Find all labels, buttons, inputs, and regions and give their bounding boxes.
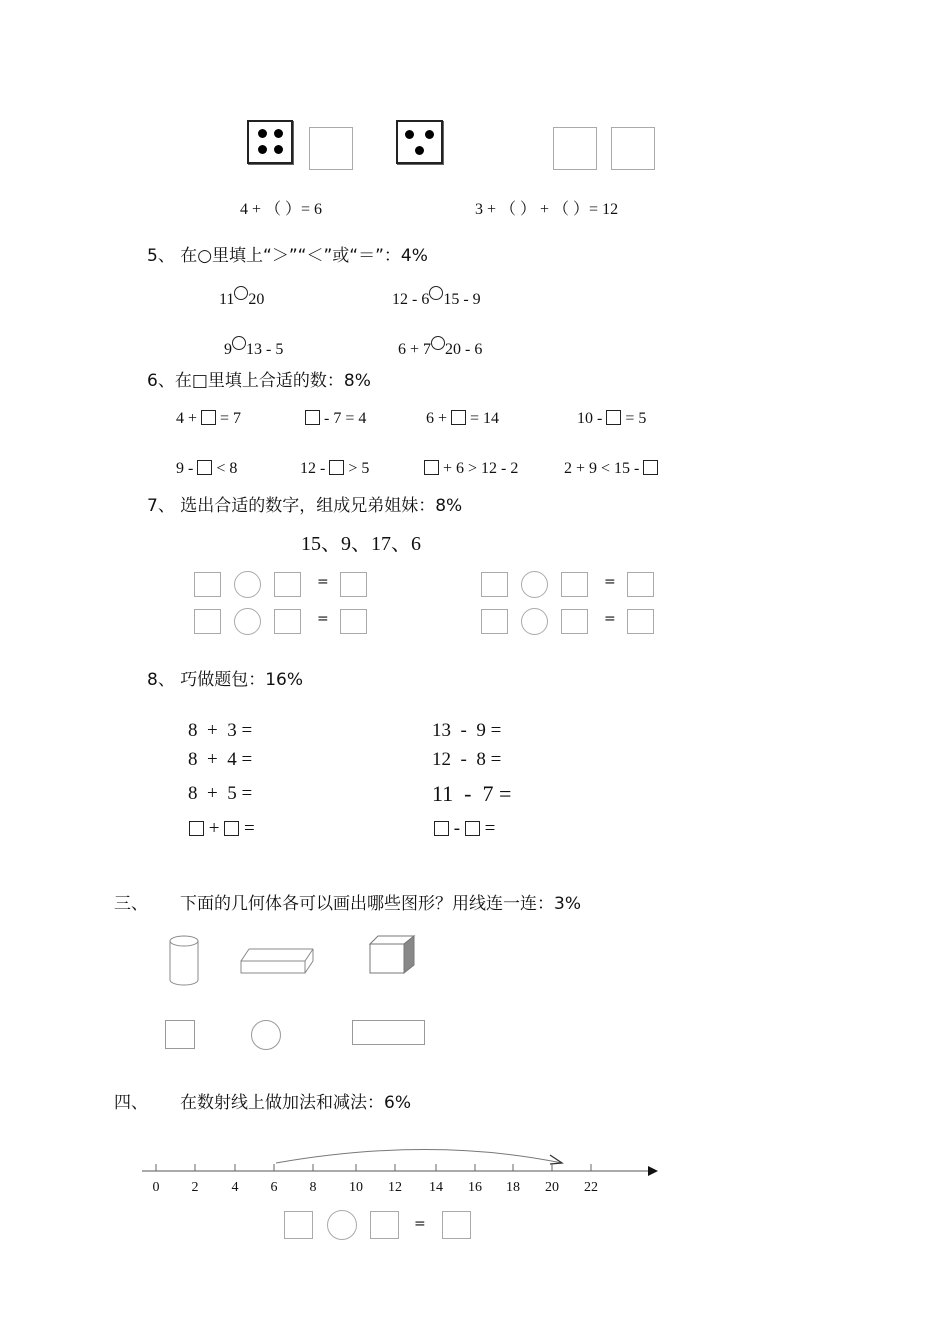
- answer-box[interactable]: [553, 127, 597, 170]
- answer-box[interactable]: [561, 572, 588, 597]
- top-equation-2: 3 + （ ） + （ ）= 12: [475, 201, 619, 218]
- q5-right: 13 - 5: [246, 341, 284, 358]
- answer-square[interactable]: [305, 410, 320, 425]
- q5-left: 11: [219, 291, 235, 308]
- equals-sign: =: [484, 818, 496, 839]
- operator-circle[interactable]: [234, 571, 261, 598]
- square-outline[interactable]: [165, 1020, 195, 1049]
- answer-square[interactable]: [643, 460, 658, 475]
- q5-heading: 5、 在○里填上“＞”“＜”或“＝”：4%: [147, 246, 428, 266]
- dice-dot: [258, 145, 267, 154]
- q6-item: [176, 410, 241, 428]
- answer-box[interactable]: [442, 1211, 471, 1239]
- q8-left-eq: 8 + 4 =: [188, 749, 253, 770]
- q6-pre: 6 +: [426, 410, 448, 427]
- q7-heading: 7、 选出合适的数字，组成兄弟姐妹：8%: [147, 496, 463, 516]
- compare-circle[interactable]: [232, 336, 246, 350]
- answer-square[interactable]: [424, 460, 439, 475]
- cuboid-shape[interactable]: [241, 949, 313, 973]
- answer-square[interactable]: [606, 410, 621, 425]
- q5-right: 20: [248, 291, 265, 308]
- number-line-label: 16: [468, 1180, 482, 1195]
- number-line-label: 20: [545, 1180, 559, 1195]
- q6-heading: 6、在□里填上合适的数：8%: [147, 371, 371, 391]
- dice-dot: [415, 146, 424, 155]
- answer-box[interactable]: [340, 609, 367, 634]
- q8-left-last: [189, 818, 255, 840]
- equals-sign: =: [243, 818, 255, 839]
- answer-box[interactable]: [481, 609, 508, 634]
- q5-left: 6 + 7: [398, 341, 432, 358]
- number-line-label: 22: [584, 1180, 598, 1195]
- operator-circle[interactable]: [327, 1210, 357, 1240]
- answer-square[interactable]: [329, 460, 344, 475]
- q8-right-last: [434, 818, 495, 840]
- q5-item: [398, 336, 482, 359]
- answer-square[interactable]: [465, 821, 480, 836]
- solids-illustration: [160, 930, 440, 990]
- q8-left-eq: 8 + 5 =: [188, 783, 253, 804]
- number-line: [130, 1140, 670, 1200]
- q6-item: [300, 460, 369, 478]
- q6-item: [176, 460, 237, 478]
- op-plus: +: [208, 818, 220, 839]
- number-line-label: 4: [231, 1180, 239, 1195]
- equals-sign: =: [604, 574, 616, 590]
- q6-post: + 6 > 12 - 2: [443, 460, 519, 477]
- operator-circle[interactable]: [234, 608, 261, 635]
- top-equation-row: [240, 196, 700, 218]
- equals-sign: =: [604, 611, 616, 627]
- answer-box[interactable]: [370, 1211, 399, 1239]
- answer-square[interactable]: [224, 821, 239, 836]
- section4-heading: 在数射线上做加法和减法：6%: [180, 1093, 411, 1113]
- q8-right-eq: 12 - 8 =: [432, 749, 502, 770]
- cylinder-shape[interactable]: [170, 936, 198, 985]
- q8-left-eq: 8 + 3 =: [188, 720, 253, 741]
- q6-post: = 14: [470, 410, 500, 427]
- answer-square[interactable]: [434, 821, 449, 836]
- top-equation-1: 4 + （ ）= 6: [240, 201, 323, 218]
- dice-dot: [274, 145, 283, 154]
- section4-label: 四、: [114, 1093, 148, 1113]
- operator-circle[interactable]: [521, 608, 548, 635]
- q6-post: = 5: [625, 410, 647, 427]
- answer-box[interactable]: [194, 609, 221, 634]
- dice-dot: [274, 129, 283, 138]
- answer-box[interactable]: [611, 127, 655, 170]
- q8-heading: 8、 巧做题包：16%: [147, 670, 304, 690]
- number-line-label: 0: [152, 1180, 160, 1195]
- number-line-label: 6: [270, 1180, 278, 1195]
- answer-box[interactable]: [274, 609, 301, 634]
- q6-post: < 8: [216, 460, 238, 477]
- q5-item: [392, 286, 481, 309]
- answer-box[interactable]: [627, 572, 654, 597]
- q5-right: 20 - 6: [445, 341, 483, 358]
- op-minus: -: [453, 818, 461, 839]
- q8-right-eq: 13 - 9 =: [432, 720, 502, 741]
- number-line-label: 14: [429, 1180, 443, 1195]
- equals-sign: =: [317, 574, 329, 590]
- number-line-label: 18: [506, 1180, 520, 1195]
- q6-item: [305, 410, 366, 428]
- answer-square[interactable]: [189, 821, 204, 836]
- answer-square[interactable]: [201, 410, 216, 425]
- q6-pre: 2 + 9 < 15 -: [564, 460, 640, 477]
- dice-four: [247, 120, 293, 164]
- q6-pre: 9 -: [176, 460, 194, 477]
- answer-box[interactable]: [340, 572, 367, 597]
- compare-circle[interactable]: [431, 336, 445, 350]
- dice-dot: [405, 130, 414, 139]
- q6-item: [424, 460, 518, 478]
- q6-pre: 12 -: [300, 460, 326, 477]
- dice-dot: [425, 130, 434, 139]
- answer-square[interactable]: [197, 460, 212, 475]
- q5-left: 9: [224, 341, 232, 358]
- answer-box[interactable]: [284, 1211, 313, 1239]
- section3-label: 三、: [114, 894, 148, 914]
- compare-circle[interactable]: [234, 286, 248, 300]
- cube-shape[interactable]: [370, 936, 414, 973]
- q6-item: [577, 410, 646, 428]
- equals-sign: =: [317, 611, 329, 627]
- q6-item: [426, 410, 499, 428]
- q5-item: [224, 336, 283, 359]
- dice-dot: [258, 129, 267, 138]
- q6-post: - 7 = 4: [324, 410, 367, 427]
- q8-right-eq: 11 - 7 =: [432, 781, 512, 806]
- section3-heading: 下面的几何体各可以画出哪些图形？用线连一连：3%: [180, 894, 581, 914]
- q6-item: [564, 460, 658, 478]
- answer-box[interactable]: [274, 572, 301, 597]
- q5-right: 15 - 9: [443, 291, 481, 308]
- q6-pre: 4 +: [176, 410, 198, 427]
- answer-box[interactable]: [561, 609, 588, 634]
- number-line-label: 12: [388, 1180, 402, 1195]
- answer-square[interactable]: [451, 410, 466, 425]
- operator-circle[interactable]: [521, 571, 548, 598]
- number-line-label: 8: [309, 1180, 317, 1195]
- answer-box[interactable]: [194, 572, 221, 597]
- q6-pre: 10 -: [577, 410, 603, 427]
- number-line-label: 2: [191, 1180, 199, 1195]
- number-line-arrowhead: [648, 1166, 658, 1176]
- compare-circle[interactable]: [429, 286, 443, 300]
- jump-arc-arrowhead: [550, 1155, 562, 1164]
- q6-post: > 5: [348, 460, 370, 477]
- circle-outline[interactable]: [251, 1020, 281, 1050]
- rectangle-outline[interactable]: [352, 1020, 425, 1045]
- dice-three: [396, 120, 443, 164]
- jump-arc: [276, 1150, 562, 1164]
- q5-left: 12 - 6: [392, 291, 430, 308]
- answer-box[interactable]: [309, 127, 353, 170]
- answer-box[interactable]: [627, 609, 654, 634]
- equals-sign: =: [414, 1216, 426, 1232]
- q7-numbers: 15、9、17、6: [301, 533, 421, 555]
- answer-box[interactable]: [481, 572, 508, 597]
- number-line-label: 10: [349, 1180, 363, 1195]
- q6-post: = 7: [220, 410, 242, 427]
- q5-item: [219, 286, 264, 309]
